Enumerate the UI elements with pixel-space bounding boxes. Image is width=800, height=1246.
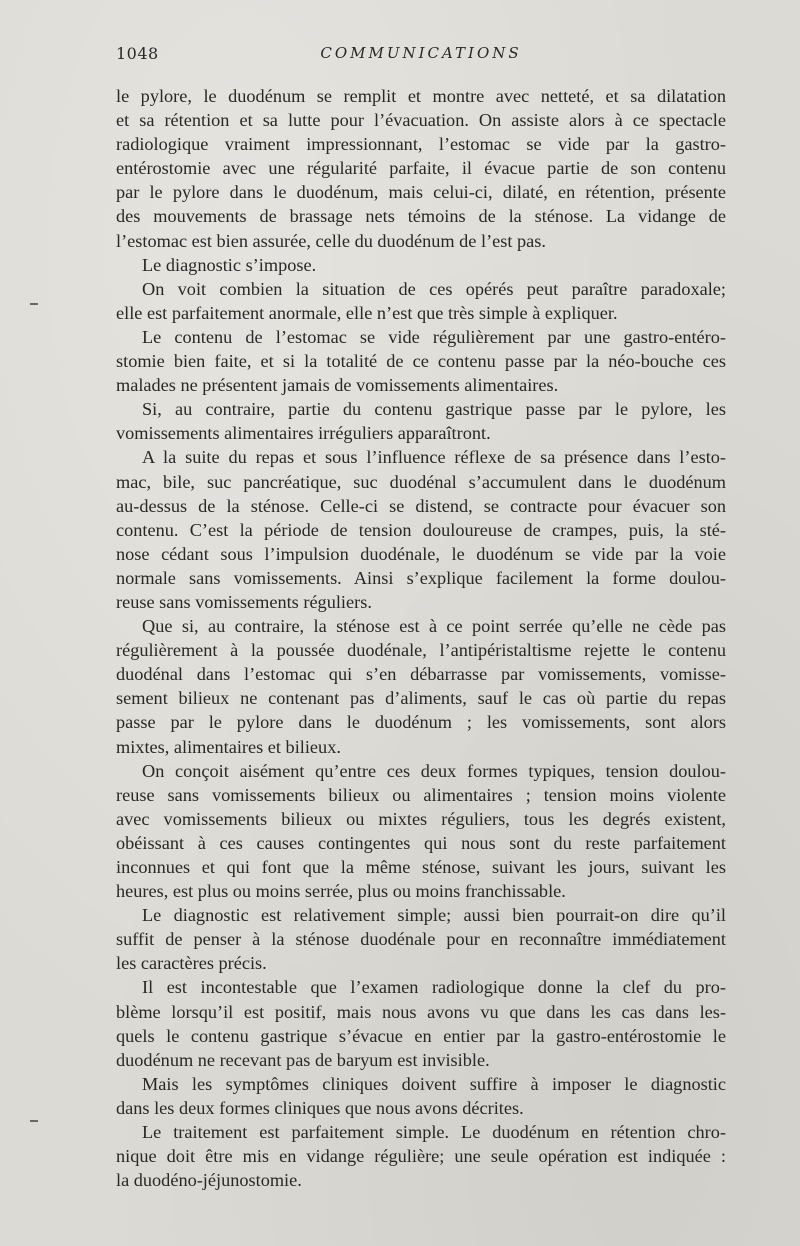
text-line: des mouvements de brassage nets témoins de la sténose. La vidange de — [116, 206, 726, 227]
text-line: On conçoit aisément qu’entre ces deux formes typiques, tension doulou- — [142, 760, 726, 781]
text-line: radiologique vraiment impressionnant, l’estomac se vide par la gastro- — [116, 134, 726, 155]
text-line: le pylore, le duodénum se remplit et montre avec netteté, et sa dilatation — [116, 86, 726, 106]
text-line: mixtes, alimentaires et bilieux. — [116, 736, 341, 757]
text-line: par le pylore dans le duodénum, mais celui-ci, dilaté, en rétention, présente — [116, 182, 726, 203]
text-line: Si, au contraire, partie du contenu gastrique passe par le pylore, les — [142, 399, 726, 420]
text-line: dans les deux formes cliniques que nous avons décrites. — [116, 1097, 524, 1118]
text-line: au-dessus de la sténose. Celle-ci se distend, se contracte pour évacuer son — [116, 495, 726, 516]
text-line: A la suite du repas et sous l’influence réflexe de sa présence dans l’esto- — [142, 447, 726, 468]
text-line: Que si, au contraire, la sténose est à ce point serrée qu’elle ne cède pas — [142, 616, 726, 637]
page-number: 1048 — [116, 44, 159, 63]
text-line: Le diagnostic est relativement simple; aussi bien pourrait-on dire qu’il — [142, 905, 726, 926]
text-line: et sa rétention et sa lutte pour l’évacuation. On assiste alors à ce spectacle — [116, 110, 726, 131]
text-line: blème lorsqu’il est positif, mais nous avons vu que dans les cas dans les- — [116, 1001, 726, 1022]
text-line: sement bilieux ne contenant pas d’aliments, sauf le cas où partie du repas — [116, 688, 726, 709]
margin-mark — [30, 303, 38, 305]
text-line: l’estomac est bien assurée, celle du duodénum de l’est pas. — [116, 230, 546, 251]
text-line: la duodéno-jéjunostomie. — [116, 1170, 302, 1191]
text-line: Mais les symptômes cliniques doivent suffire à imposer le diagnostic — [142, 1073, 726, 1094]
text-line: avec vomissements bilieux ou mixtes réguliers, tous les degrés existent, — [116, 808, 726, 829]
page-header — [116, 40, 726, 66]
margin-mark — [30, 1120, 38, 1122]
text-line: inconnues et qui font que la même sténose, suivant les jours, suivant les — [116, 857, 726, 877]
text-line: nique doit être mis en vidange régulière; une seule opération est indiquée : — [116, 1146, 726, 1167]
body-text — [116, 84, 726, 1192]
text-line: duodénal dans l’estomac qui s’en débarrasse par vomissements, vomisse- — [116, 664, 726, 685]
text-line: On voit combien la situation de ces opérés peut paraître paradoxale; — [142, 278, 726, 299]
text-line: régulièrement à la poussée duodénale, l’antipéristaltisme rejette le contenu — [116, 640, 726, 661]
text-line: contenu. C’est la période de tension douloureuse de crampes, puis, la sté- — [116, 519, 726, 540]
text-line: Il est incontestable que l’examen radiologique donne la clef du pro- — [142, 977, 726, 998]
text-line: reuse sans vomissements bilieux ou alimentaires ; tension moins violente — [116, 784, 726, 805]
text-line: obéissant à ces causes contingentes qui nous sont du reste parfaitement — [116, 832, 726, 853]
text-line: Le contenu de l’estomac se vide régulièrement par une gastro-entéro- — [142, 326, 726, 347]
text-line: duodénum ne recevant pas de baryum est invisible. — [116, 1049, 490, 1070]
text-line: entérostomie avec une régularité parfaite, il évacue partie de son contenu — [116, 158, 726, 179]
text-line: elle est parfaitement anormale, elle n’est que très simple à expliquer. — [116, 302, 618, 323]
text-line: Le traitement est parfaitement simple. Le duodénum en rétention chro- — [142, 1122, 726, 1143]
text-line: Le diagnostic s’impose. — [142, 254, 317, 275]
text-line: normale sans vomissements. Ainsi s’explique facilement la forme doulou- — [116, 567, 726, 588]
text-line: stomie bien faite, et si la totalité de ce contenu passe par la néo-bouche ces — [116, 351, 726, 372]
text-line: mac, bile, suc pancréatique, suc duodénal s’accumulent dans le duodénum — [116, 471, 726, 492]
running-title: COMMUNICATIONS — [320, 44, 522, 62]
text-line: passe par le pylore dans le duodénum ; les vomissements, sont alors — [116, 712, 726, 733]
text-line: malades ne présentent jamais de vomissements alimentaires. — [116, 375, 559, 396]
text-line: reuse sans vomissements réguliers. — [116, 591, 372, 612]
text-line: les caractères précis. — [116, 953, 267, 974]
text-line: nose cédant sous l’impulsion duodénale, le duodénum se vide par la voie — [116, 543, 726, 564]
text-line: vomissements alimentaires irréguliers apparaîtront. — [116, 423, 491, 444]
text-line: suffit de penser à la sténose duodénale pour en reconnaître immédiatement — [116, 929, 726, 950]
text-line: heures, est plus ou moins serrée, plus ou moins franchissable. — [116, 881, 566, 902]
text-line: quels le contenu gastrique s’évacue en entier par la gastro-entérostomie le — [116, 1025, 726, 1046]
